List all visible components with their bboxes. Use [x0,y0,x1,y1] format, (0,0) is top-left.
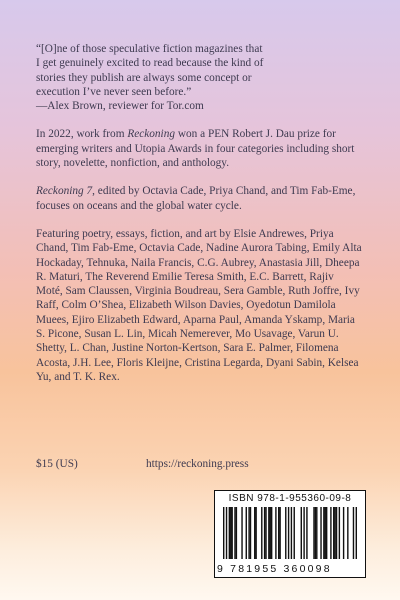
barcode-bar [278,507,279,559]
barcode-bar [236,507,237,559]
isbn-label: ISBN 978-1-955360-09-8 [228,493,352,504]
barcode-bar [223,507,224,559]
barcode-bars [223,507,357,559]
barcode-bar [306,507,307,559]
issue-title: Reckoning 7 [36,185,93,198]
barcode-bar [316,507,317,559]
barcode-bar [315,507,316,559]
barcode-bar [248,507,249,559]
barcode-bar [347,507,348,559]
barcode-bar [320,507,321,559]
barcode-bar [353,507,354,559]
barcode-bar [333,507,334,559]
barcode-bar [303,507,304,559]
barcode-bar [336,507,337,559]
barcode-bar [255,507,256,559]
barcode-bar [231,507,232,559]
barcode-bar [285,507,286,559]
price: $15 (US) [36,458,78,470]
issue-description: , edited by Octavia Cade, Priya Chand, and Tim Fab-Eme, focuses on oceans and the global water cycle. [36,185,356,212]
barcode-bar [230,507,231,559]
issue-paragraph [36,184,362,213]
quote-attribution: —Alex Brown, reviewer for Tor.com [36,100,204,113]
barcode-bar [356,507,357,559]
barcode-bar [226,507,227,559]
review-quote [36,42,362,113]
barcode-bar [326,507,327,559]
barcode-digits: 9 781955 360098 [217,563,332,575]
barcode-bar [294,507,295,559]
barcode-bar [265,507,266,559]
quote-line: I get genuinely excited to read because the kind of [36,57,264,70]
quote-line: execution I’ve never seen before.” [36,85,192,98]
barcode-bar [323,507,324,559]
barcode-bar [250,507,251,559]
award-paragraph [36,127,362,170]
barcode-bar [241,507,242,559]
isbn-barcode [214,490,366,578]
award-suffix: won a PEN Robert J. Dau prize for emerging writers and Utopia Awards in four categories including short story, novelette, nonfiction, and anthology. [36,128,355,170]
barcode-bar [264,507,265,559]
barcode-bar [271,507,272,559]
cover-text [36,42,362,398]
barcode-bar [234,507,235,559]
barcode-bar [288,507,289,559]
contributors-paragraph: Featuring poetry, essays, fiction, and art by Elsie Andrewes, Priya Chand, Tim Fab-Eme, Octavia Cade, Nadine Aurora Tabing, Emily Alta Hockaday, Tehnuka, Naila Francis, C.G. Aubrey, Anastasia Jill, Dheepa R. Maturi, The Reverend Emilie Teresa Smith, E.C. Barrett, Rajiv Moté, Sam Claussen, Virginia Boudreau, Sera Gamble, Ruth Joffre, Ivy Raff, Colm O’Shea, Elizabeth Wilson Davies, Oyedotun Damilola Muees, Ejiro Elizabeth Edward, Aparna Paul, Amanda Yskamp, Maria S. Picone, Susan L. Lin, Micah Nemerever, Mo Usavage, Varun U. Shetty, L. Chan, Justine Norton-Kertson, Sara E. Palmer, Filomena Acosta, J.H. Lee, Floris Kleijne, Cristina Legarda, Dyani Sabin, Kelsea Yu, and T. K. Rex. [36,227,362,383]
barcode-bar [343,507,344,559]
cover-footer [36,458,362,470]
barcode-bar [330,507,331,559]
barcode-bar [291,507,292,559]
barcode-bar [325,507,326,559]
barcode-bar [275,507,276,559]
barcode-bar [254,507,255,559]
barcode-bar [229,507,230,559]
quote-line: stories they publish are always some concept or [36,71,252,84]
barcode-bar [313,507,314,559]
barcode-bar [339,507,340,559]
barcode-bar [268,507,269,559]
barcode-bar [334,507,335,559]
quote-line: “[O]ne of those speculative fiction magazines that [36,43,263,55]
barcode-bar [261,507,262,559]
barcode-bar [279,507,280,559]
barcode-bar [301,507,302,559]
barcode-bar [270,507,271,559]
barcode-bar [246,507,247,559]
website-link[interactable]: https://reckoning.press [146,458,249,470]
award-magazine-title: Reckoning [127,128,175,141]
award-prefix: In 2022, work from [36,128,128,141]
